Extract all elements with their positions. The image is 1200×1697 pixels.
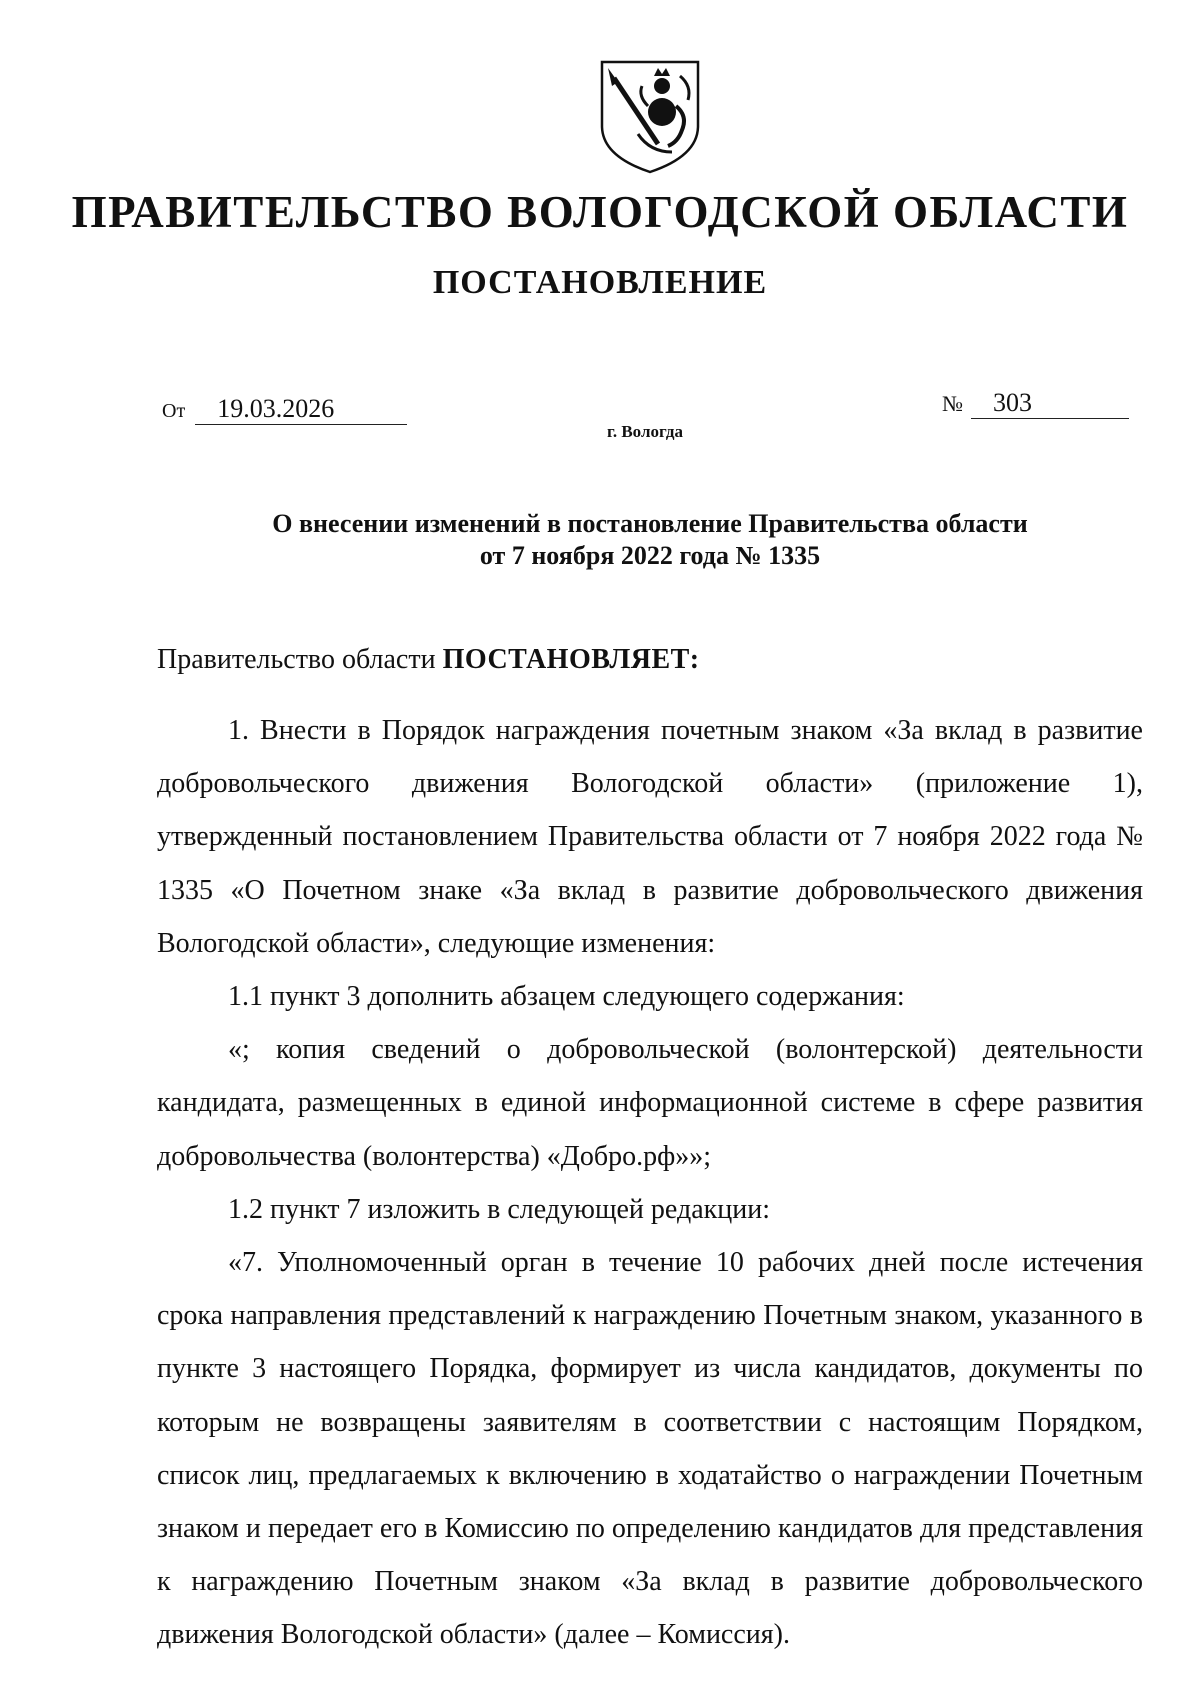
preamble-text: Правительство области (157, 644, 443, 675)
number-prefix: № (942, 391, 963, 416)
body-paragraph: 1.2 пункт 7 изложить в следующей редакции: (228, 1193, 770, 1225)
document-number (942, 388, 1129, 419)
preamble (157, 644, 700, 676)
document-subject (0, 508, 1200, 572)
city-label: г. Вологда (607, 422, 683, 441)
preamble-emphasis: ПОСТАНОВЛЯЕТ: (442, 644, 700, 675)
document-type: ПОСТАНОВЛЕНИЕ (432, 264, 768, 301)
date-prefix: От (162, 400, 186, 422)
subject-line-2: от 7 ноября 2022 года № 1335 (479, 541, 821, 570)
document-date (162, 394, 407, 425)
document-body (157, 704, 1143, 1662)
body-paragraph: «7. Уполномоченный орган в течение 10 рабочих дней после истечения срока направления представлений к награждению Почетным знаком, указанного в пункте 3 настоящего Порядка, формирует из числа кандидатов, документы по которым не возвращены заявителям в соответствии с настоящим Порядком, список лиц, предлагаемых к включению в ходатайство о награждении Почетным знаком и передает его в Комиссию по определению кандидатов для представления к награждению Почетным знаком «За вклад в развитие добровольческого движения Вологодской области» (далее – Комиссия). (157, 1247, 1143, 1651)
body-paragraph: «; копия сведений о добровольческой (волонтерской) деятельности кандидата, размещенных в единой информационной системе в сфере развития добровольчества (волонтерства) «Добро.рф»»; (157, 1034, 1143, 1172)
number-value: 303 (971, 388, 1129, 419)
body-paragraph: 1.1 пункт 3 дополнить абзацем следующего содержания: (228, 981, 905, 1013)
body-paragraph: 1. Внести в Порядок награждения почетным знаком «За вклад в развитие добровольческого движения Вологодской области» (приложение 1), утвержденный постановлением Правительства области от 7 ноября 2022 года № 1335 «О Почетном знаке «За вклад в развитие добровольческого движения Вологодской области», следующие изменения: (157, 715, 1143, 959)
date-value: 19.03.2026 (195, 394, 407, 425)
subject-line-1: О внесении изменений в постановление Правительства области (272, 509, 1028, 538)
organization-title: ПРАВИТЕЛЬСТВО ВОЛОГОДСКОЙ ОБЛАСТИ (71, 187, 1129, 237)
vologda-coat-of-arms-icon (598, 56, 702, 174)
